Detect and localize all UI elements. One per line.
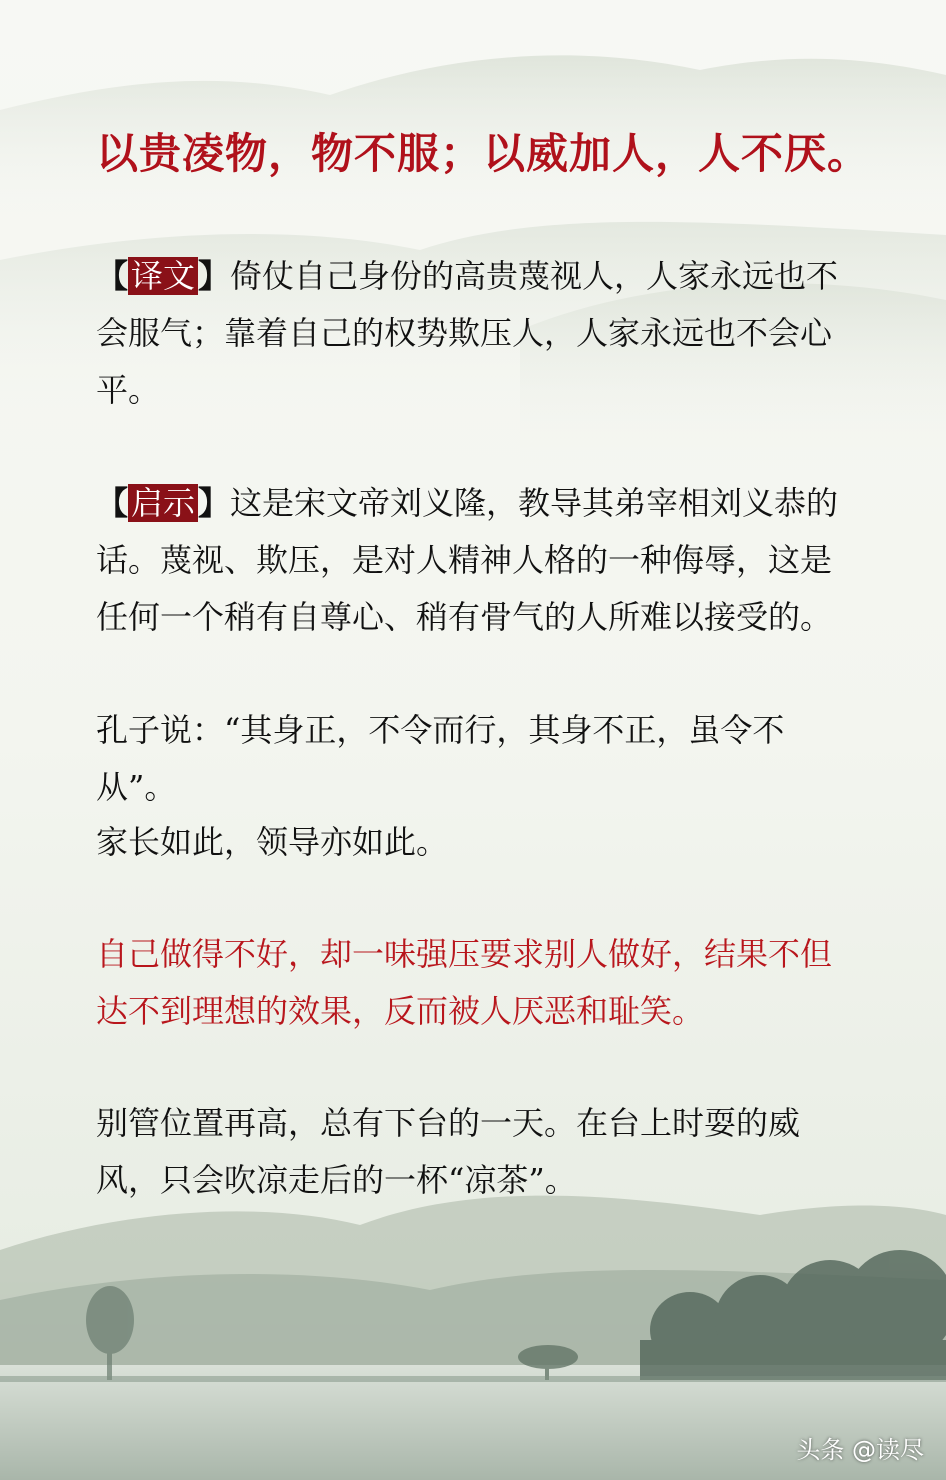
translation-tag: 译文 <box>128 257 198 295</box>
page-title: 以贵凌物，物不服；以威加人，人不厌。 <box>96 129 871 178</box>
bracket-close: 】 <box>198 257 231 295</box>
warning-paragraph: 自己做得不好，却一味强压要求别人做好，结果不但达不到理想的效果，反而被人厌恶和耻笑。 <box>96 935 833 1030</box>
insight-text: 这是宋文帝刘义隆，教导其弟宰相刘义恭的话。蔑视、欺压，是对人精神人格的一种侮辱，这是任何一个稍有自尊心、稍有骨气的人所难以接受的。 <box>96 484 839 636</box>
insight-paragraph <box>96 475 856 646</box>
bracket-open: 【 <box>96 484 129 522</box>
ending-paragraph: 别管位置再高，总有下台的一天。在台上时耍的威风，只会吹凉走后的一杯“凉茶”。 <box>96 1104 801 1199</box>
translation-paragraph <box>96 248 856 419</box>
insight-tag: 启示 <box>128 484 198 522</box>
source-watermark: 头条 @读尽 <box>796 1436 924 1464</box>
bracket-close: 】 <box>198 484 231 522</box>
parents-leaders-line: 家长如此，领导亦如此。 <box>96 823 449 861</box>
bracket-open: 【 <box>96 257 129 295</box>
confucius-quote: 孔子说：“其身正，不令而行，其身不正，虽令不从”。 <box>96 711 785 806</box>
translation-text: 倚仗自己身份的高贵蔑视人，人家永远也不会服气；靠着自己的权势欺压人，人家永远也不会心平。 <box>96 257 839 409</box>
